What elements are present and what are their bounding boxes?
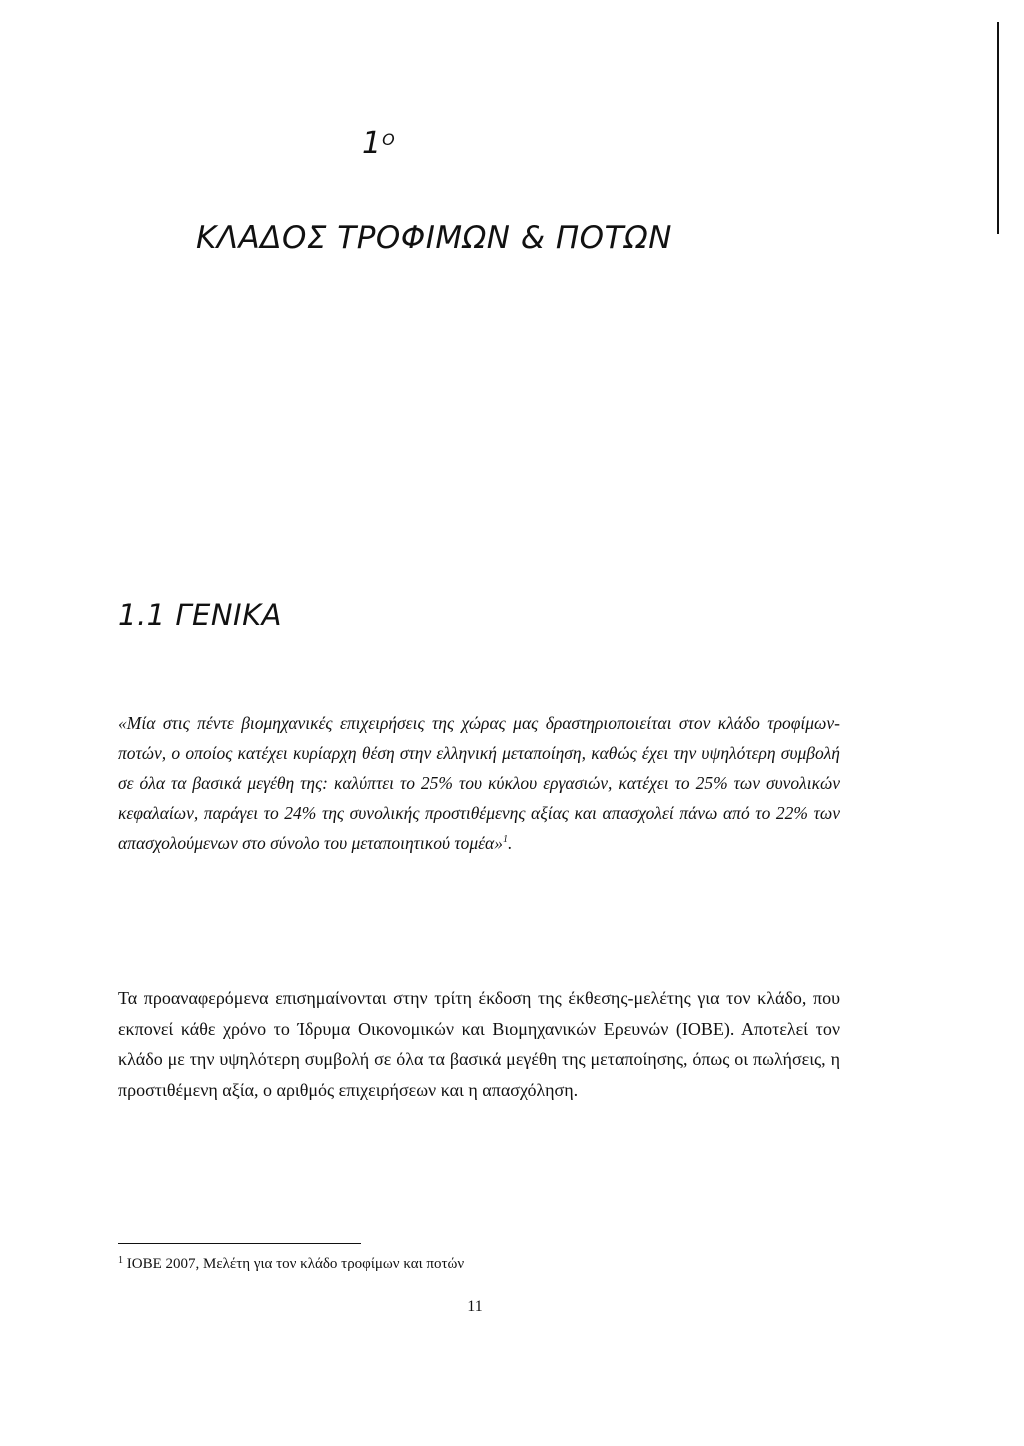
footnote-text: ΙΟΒΕ 2007, Μελέτη για τον κλάδο τροφίμων και ποτών	[126, 1256, 465, 1272]
quote-text: «Μία στις πέντε βιομηχανικές επιχειρήσεις της χώρας μας δραστηριοποιείται στον κλάδο τροφίμων-ποτών, ο οποίος κατέχει κυρίαρχη θέση στην ελληνική μεταποίηση, καθώς έχει την υψηλότερη συμβολή σε όλα τα βασικά μεγέθη της: καλύπτει το 25% του κύκλου εργασιών, κατέχει το 25% των συνολικών κεφαλαίων, παράγει το 24% της συνολικής προστιθέμενης αξίας και απασχολεί πάνω από το 22% των απασχολούμενων στο σύνολο του μεταποιητικού τομέα»	[118, 713, 840, 853]
chapter-number-value: 1	[362, 126, 382, 161]
chapter-title: ΚΛΑΔΟΣ ΤΡΟΦΙΜΩΝ & ΠΟΤΩΝ	[196, 220, 672, 256]
body-paragraph: Τα προαναφερόμενα επισημαίνονται στην τρίτη έκδοση της έκθεσης-μελέτης για τον κλάδο, που εκπονεί κάθε χρόνο το Ίδρυμα Οικονομικών και Βιομηχανικών Ερευνών (ΙΟΒΕ). Αποτελεί τον κλάδο με την υψηλότερη συμβολή σε όλα τα βασικά μεγέθη της μεταποίησης, όπως οι πωλήσεις, η προστιθέμενη αξία, ο αριθμός επιχειρήσεων και η απασχόληση.	[118, 988, 840, 1100]
page-number: 11	[467, 1298, 483, 1315]
scan-edge-line	[997, 22, 999, 234]
footnote-reference[interactable]: 1	[502, 834, 508, 845]
quote-paragraph	[118, 708, 840, 858]
quote-end: .	[507, 833, 513, 853]
footnote-marker: 1	[118, 1255, 123, 1266]
footnote	[118, 1254, 464, 1274]
chapter-number-superscript: O	[382, 130, 395, 149]
section-title: 1.1 ΓΕΝΙΚΑ	[118, 598, 282, 632]
chapter-number	[362, 126, 395, 162]
footnote-divider	[118, 1243, 361, 1244]
